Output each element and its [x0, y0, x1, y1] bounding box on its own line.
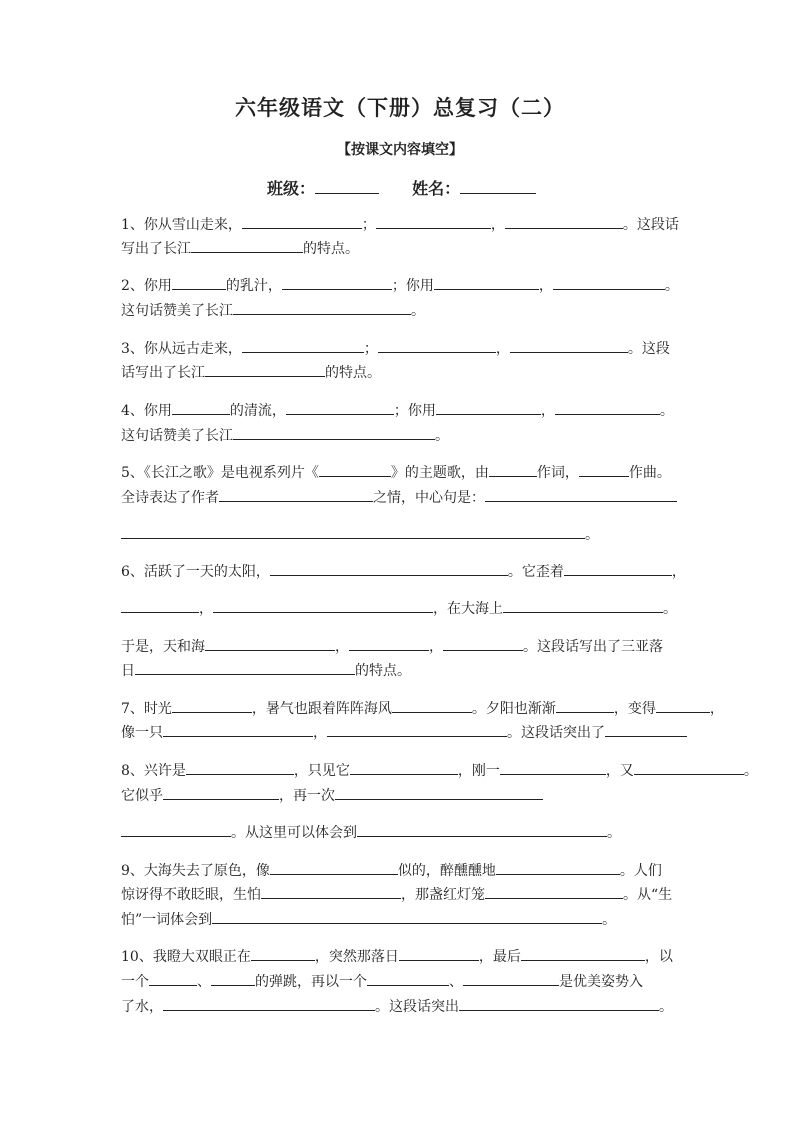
- page-title: 六年级语文（下册）总复习（二）: [235, 95, 565, 120]
- q4-text: 。: [659, 403, 674, 419]
- q8-text: ，再一次: [279, 788, 335, 804]
- q6-blank[interactable]: [213, 598, 433, 613]
- q8-text: 它似乎: [121, 788, 163, 804]
- q6-text: 。它歪着: [507, 564, 564, 580]
- q6-text: 6、活跃了一天的太阳，: [121, 564, 270, 580]
- q10-text: ，最后: [478, 949, 521, 965]
- q7-text: 。夕阳也渐渐: [471, 701, 556, 717]
- q2-text: 。: [664, 278, 679, 294]
- q7-blank[interactable]: [392, 698, 472, 713]
- question-2-line-2: [121, 300, 425, 321]
- q3-blank[interactable]: [205, 362, 325, 377]
- q3-text: 3、你从远古走来，: [121, 341, 242, 357]
- q2-text: ；你用: [391, 278, 434, 294]
- q9-text: ，那盏红灯笼: [401, 887, 485, 903]
- section-subtitle: 【按课文内容填空】: [337, 142, 463, 158]
- q8-blank[interactable]: [121, 822, 231, 837]
- q5-blank[interactable]: [121, 524, 585, 539]
- q5-blank[interactable]: [485, 487, 677, 502]
- q10-text: 10、我瞪大双眼正在: [121, 949, 251, 965]
- q3-text: ，: [495, 341, 510, 357]
- q2-blank[interactable]: [172, 275, 226, 290]
- q7-text: ，暑气也跟着阵阵海风: [251, 701, 392, 717]
- q3-text: 话写出了长江: [121, 365, 205, 381]
- question-5-line-3: [121, 524, 599, 545]
- q4-text: ；你用: [393, 403, 436, 419]
- q3-blank[interactable]: [510, 338, 628, 353]
- q7-blank[interactable]: [327, 722, 507, 737]
- q9-text: 惊讶得不敢眨眼，生怕: [121, 887, 261, 903]
- question-9-line-1: [121, 860, 662, 881]
- q6-blank[interactable]: [443, 636, 523, 651]
- q2-text: 这句话赞美了长江: [121, 303, 233, 319]
- q10-text: 是优美姿势入: [559, 974, 643, 990]
- q8-text: 。: [607, 825, 621, 841]
- q8-text: ，只见它: [293, 763, 350, 779]
- q6-text: ，: [671, 564, 686, 580]
- question-1-line-2: [121, 238, 359, 259]
- q9-text: 。从“生: [623, 887, 673, 903]
- q8-blank[interactable]: [350, 760, 458, 775]
- q8-blank[interactable]: [186, 760, 294, 775]
- q1-blank[interactable]: [191, 238, 303, 253]
- question-6-line-1: [121, 561, 686, 582]
- q10-text: 。: [659, 999, 673, 1015]
- question-6-line-3: [121, 636, 663, 657]
- q10-blank[interactable]: [521, 946, 645, 961]
- q5-text: 全诗表达了作者: [121, 490, 219, 506]
- q6-text: ，在大海上: [433, 601, 503, 617]
- question-8-line-3: [121, 822, 621, 843]
- question-8-line-2: [121, 785, 543, 806]
- q10-blank[interactable]: [211, 971, 255, 986]
- q7-text: 。这段话突出了: [507, 725, 605, 741]
- q4-blank[interactable]: [172, 400, 230, 415]
- q3-blank[interactable]: [378, 338, 496, 353]
- q5-text: 5、《长江之歌》是电视系列片《: [121, 465, 319, 481]
- q4-text: 4、你用: [121, 403, 172, 419]
- q5-blank[interactable]: [319, 462, 391, 477]
- q10-text: ，以: [644, 949, 673, 965]
- q2-text: ，: [538, 278, 553, 294]
- q10-blank[interactable]: [367, 971, 449, 986]
- q10-blank[interactable]: [149, 971, 197, 986]
- q6-blank[interactable]: [503, 598, 663, 613]
- q5-blank[interactable]: [579, 462, 629, 477]
- q2-text: 的乳汁，: [225, 278, 282, 294]
- q8-text: ，又: [605, 763, 634, 779]
- q7-text: ，: [313, 725, 327, 741]
- q10-text: 、: [197, 974, 211, 990]
- q7-blank[interactable]: [656, 698, 710, 713]
- q7-text: 像一只: [121, 725, 163, 741]
- q3-blank[interactable]: [242, 338, 364, 353]
- q1-text: ，: [490, 217, 505, 233]
- question-6-line-4: [121, 660, 411, 681]
- question-3-line-2: [121, 362, 381, 383]
- q4-blank[interactable]: [436, 400, 541, 415]
- q1-blank[interactable]: [242, 214, 362, 229]
- q4-text: 的清流，: [229, 403, 286, 419]
- q8-blank[interactable]: [634, 760, 744, 775]
- q8-blank[interactable]: [357, 822, 607, 837]
- q9-text: 9、大海失去了原色，像: [121, 863, 270, 879]
- q6-text: 于是，天和海: [121, 639, 205, 655]
- q2-blank[interactable]: [233, 300, 411, 315]
- q4-blank[interactable]: [286, 400, 394, 415]
- question-10-line-1: [121, 946, 673, 967]
- class-blank[interactable]: [315, 179, 379, 194]
- question-5-line-1: [121, 462, 671, 483]
- q4-text: 这句话赞美了长江: [121, 428, 233, 444]
- q1-text: 1、你从雪山走来，: [121, 217, 242, 233]
- question-7-line-2: [121, 722, 687, 743]
- name-label: 姓名：: [412, 179, 461, 198]
- q10-blank[interactable]: [463, 971, 559, 986]
- q8-text: 。: [743, 763, 758, 779]
- q9-text: 似的，醉醺醺地: [397, 863, 496, 879]
- question-4-line-2: [121, 425, 449, 446]
- q6-text: 。: [663, 601, 677, 617]
- q3-text: 的特点。: [325, 365, 381, 381]
- question-3-line-1: [121, 338, 670, 359]
- q6-text: 的特点。: [355, 663, 411, 679]
- q9-blank[interactable]: [496, 860, 620, 875]
- q4-text: 。: [435, 428, 449, 444]
- q7-text: ，变得: [613, 701, 656, 717]
- q6-blank[interactable]: [270, 561, 508, 576]
- q4-blank[interactable]: [233, 425, 435, 440]
- q3-text: ；: [363, 341, 378, 357]
- q10-text: 了水，: [121, 999, 163, 1015]
- q1-text: 。这段话: [622, 217, 679, 233]
- q8-blank[interactable]: [500, 760, 606, 775]
- q6-blank[interactable]: [349, 636, 429, 651]
- q9-blank[interactable]: [485, 884, 623, 899]
- q5-text: 》的主题歌，由: [390, 465, 489, 481]
- q7-text: 7、时光: [121, 701, 172, 717]
- q8-text: 。从这里可以体会到: [231, 825, 357, 841]
- q9-text: 。: [602, 912, 617, 928]
- q7-blank[interactable]: [172, 698, 252, 713]
- q5-text: 作词，: [536, 465, 579, 481]
- question-1-line-1: [121, 214, 679, 235]
- q6-text: 日: [121, 663, 135, 679]
- question-2-line-1: [121, 275, 679, 296]
- question-10-line-3: [121, 996, 673, 1017]
- q2-text: 。: [411, 303, 425, 319]
- q2-blank[interactable]: [553, 275, 665, 290]
- q10-text: 、: [449, 974, 463, 990]
- q10-text: 的弹跳，再以一个: [255, 974, 367, 990]
- q9-text: 。人们: [619, 863, 662, 879]
- q7-text: ，: [709, 701, 724, 717]
- q1-blank[interactable]: [376, 214, 491, 229]
- q1-blank[interactable]: [505, 214, 623, 229]
- class-label: 班级：: [267, 179, 316, 198]
- q6-text: ，: [199, 601, 213, 617]
- q2-blank[interactable]: [434, 275, 539, 290]
- question-8-line-1: [121, 760, 758, 781]
- q7-blank[interactable]: [163, 722, 313, 737]
- q10-blank[interactable]: [163, 996, 375, 1011]
- q6-text: 。这段话写出了三亚落: [523, 639, 663, 655]
- q1-text: ；: [361, 217, 376, 233]
- q9-blank[interactable]: [212, 909, 602, 924]
- q9-blank[interactable]: [270, 860, 398, 875]
- q8-text: ，刚一: [457, 763, 500, 779]
- q6-blank[interactable]: [121, 598, 199, 613]
- q5-text: 之情，中心句是：: [373, 490, 485, 506]
- q9-blank[interactable]: [261, 884, 401, 899]
- question-10-line-2: [121, 971, 643, 992]
- q8-text: 8、兴许是: [121, 763, 186, 779]
- q6-blank[interactable]: [135, 660, 355, 675]
- q9-text: 怕”一词体会到: [121, 912, 213, 928]
- q10-text: 一个: [121, 974, 149, 990]
- q5-text: 。: [585, 527, 599, 543]
- student-info: [267, 176, 536, 199]
- q6-blank[interactable]: [205, 636, 335, 651]
- q4-text: ，: [540, 403, 555, 419]
- q6-blank[interactable]: [564, 561, 672, 576]
- question-7-line-1: [121, 698, 724, 719]
- q5-text: 作曲。: [628, 465, 671, 481]
- q5-blank[interactable]: [489, 462, 537, 477]
- q5-blank[interactable]: [219, 487, 373, 502]
- question-9-line-2: [121, 884, 672, 905]
- question-4-line-1: [121, 400, 674, 421]
- q6-text: ，: [335, 639, 349, 655]
- q4-blank[interactable]: [555, 400, 660, 415]
- q8-blank[interactable]: [335, 785, 543, 800]
- q2-text: 2、你用: [121, 278, 172, 294]
- question-5-line-2: [121, 487, 677, 508]
- q3-text: 。这段: [627, 341, 670, 357]
- question-6-line-2: [121, 598, 677, 619]
- q7-blank[interactable]: [605, 722, 687, 737]
- q6-text: ，: [429, 639, 443, 655]
- q2-blank[interactable]: [282, 275, 392, 290]
- q10-blank[interactable]: [459, 996, 659, 1011]
- q7-blank[interactable]: [556, 698, 614, 713]
- q1-text: 的特点。: [303, 241, 359, 257]
- question-9-line-3: [121, 909, 616, 930]
- q8-blank[interactable]: [163, 785, 279, 800]
- q1-text: 写出了长江: [121, 241, 191, 257]
- q10-text: 。这段话突出: [375, 999, 459, 1015]
- name-blank[interactable]: [460, 179, 536, 194]
- q10-text: ，突然那落日: [314, 949, 399, 965]
- q10-blank[interactable]: [251, 946, 315, 961]
- q10-blank[interactable]: [399, 946, 479, 961]
